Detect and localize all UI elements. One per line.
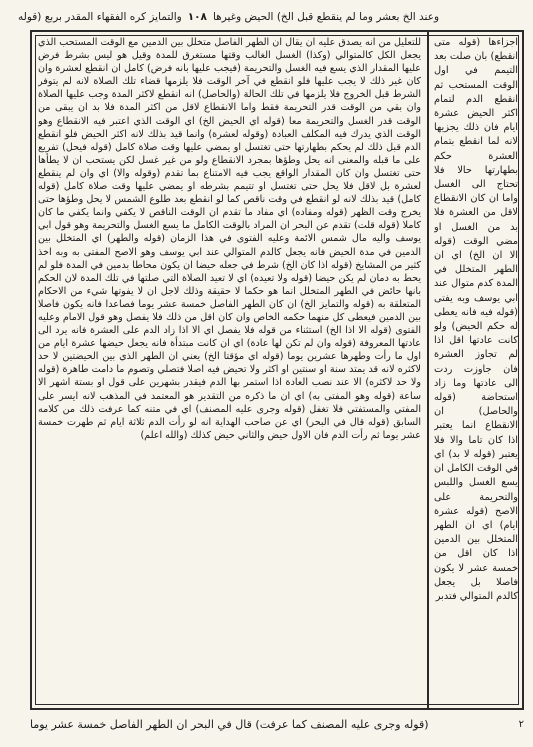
footer-mark: ٢ — [518, 719, 524, 730]
margin-commentary-column — [434, 36, 518, 704]
main-text-column — [38, 36, 421, 704]
main-text-body: للتعليل من انه يصدق عليه ان يقال ان الطهر الفاصل متخلل بين الدمين مع الوقت المستحب الذي يجعل الكل كالمتوالي (وكذا) الغسل الغالب وقتها مستغرق للمدة وقيل هو ليس بشرط فرض عليها المقدار الذي يسع فيه الغسل والتحريمة (فيجب عليها بانه فرض) كامل ان انقطع لعشرة وان كان غير ذلك لا يجب عليها فلو انقطع في آخر الوقت فلا يلزمها قضاء تلك الصلاة لانه لم يتوفر الشرط قبل الخروج فلا يلزمها في تلك الحالة (والحاصل) انه انقطع لاكثر المدة وجب عليها الصلاة وان بقي من الوقت قدر التحريمة فقط واما الانقطاع لاقل من اكثر المدة فلا بد ان يبقى من الوقت قدر الغسل والتحريمة معا (قوله اي الحيض الخ) اي الوقت الذي اعتبر فيه الانقطاع وهو الوقت الذي يدرك فيه المكلف العبادة (وقوله لعشرة) وانما قيد بذلك لانه اكثر الحيض فلو انقطع الدم قبل ذلك لم يحكم بطهارتها حتى تغتسل او يمضي عليها وقت صلاة كامل (قوله فيحل) تفريع على ما قبله والمعنى انه يحل وطؤها بمجرد الانقطاع ولو من غير غسل لكن يستحب ان لا يطأها حتى تغتسل وان كان المقدار الواقع يجب فيه الامتناع بما تقدم (وقوله والا) اي وان لم ينقطع لعشرة بل لاقل فلا يحل حتى تغتسل او تتيمم بشرطه او يمضي عليها وقت صلاة كامل (قوله كامل) قيد بذلك لانه لو انقطع في وقت ناقص كما لو انقطع بعد طلوع الشمس لا يحل وطؤها حتى يخرج وقت الظهر (قوله ومفاده) اي مفاد ما تقدم ان الوقت الناقص لا يكفي وانما يكفي ما كان كاملا (قوله قلت) تقدم عن البحر ان المراد بالوقت الكامل ما يسع الغسل والتحريمة وهو قول ابي يوسف واليه مال شمس الائمة وعليه الفتوى في هذا الزمان (قوله والطهر) اي المتخلل بين الدمين في مدة الحيض فانه يجعل كالدم المتوالي عند ابي يوسف وهو الاصح المفتى به وبه اخذ كثير من المشايخ (قوله اذا كان الخ) شرط في جعله حيضا ان يكون محاطا بدمين في المدة فلو لم يحط به دمان لم يكن حيضا (قوله ولا تعيده) اي لا تعيد الصلاة التي صلتها في تلك المدة لان الحكم بانها حائض في الطهر المتخلل انما هو حكما لا حقيقة وذلك لاجل ان لا يفوتها شيء من الاحكام المتعلقة به (قوله والتمايز الخ) ان كان الطهر الفاصل خمسة عشر يوما فصاعدا فانه يكون فاصلا بين الدمين فيعطى كل منهما حكمه الخاص وان كان اقل من ذلك فلا يفصل وهو قول الامام وعليه الفتوى (قوله الا اذا الخ) استثناء من قوله فلا يفصل اي الا اذا زاد الدم على العشرة فانه يرد الى عادتها المعروفة (قوله وان لم تكن لها عادة) اي ان كانت مبتدأة فانه يجعل حيضها عشرة ايام من اول ما رأت وطهرها عشرين يوما (قوله اي مؤقتا الخ) يعني ان الطهر الذي بين الحيضتين لا حد لاكثره لانه قد يمتد سنة او سنتين او اكثر ولا تحيض فيه اصلا فتصلي وتصوم ما دامت طاهرة (قوله ولا حد لاكثره) الا عند نصب العادة اذا استمر بها الدم فيقدر بشهرين على قول او بستة اشهر الا ساعة (قوله وهو المفتى به) اي ان ما ذكره من التقدير هو المعتمد في المذهب لانه ايسر على المفتي والمستفتي فلا تغفل (قوله وجرى عليه المصنف) اي في متنه كما عرفت ذلك من كلامه السابق (قوله قال في البحر) اي عن صاحب الهداية انه لو رأت الدم ثلاثة ايام ثم طهرت خمسة عشر يوما ثم رأت الدم فان الاول حيض والثاني حيض كذلك (والله اعلم) — [38, 37, 421, 441]
footer-catch-phrase: (قوله وجرى عليه المصنف كما عرفت) قال في البحر ان الطهر الفاصل خمسة عشر يوما — [30, 718, 429, 731]
header-right-text: والتمايز كره الفقهاء المقدر بربع (قوله — [18, 11, 182, 23]
page-number: ١٠٨ — [187, 11, 207, 23]
page-header — [18, 8, 523, 26]
header-left-text: وعند الخ بعشر وما لم ينقطع قبل الخ) الحيض وغيرها — [212, 11, 440, 23]
margin-commentary-body: اجزاءها (قوله متى انقطع) بان صلت بعد التيمم في اول الوقت المستحب ثم انقطع الدم لتمام اكثر الحيض عشرة ايام فان ذلك يجزيها لانه لما انقطع بتمام العشرة حكم بطهارتها حالا فلا تحتاج الى الغسل واما ان كان الانقطاع لاقل من العشرة فلا بد من الغسل او مضي الوقت (قوله الا ان الخ) اي ان الطهر المتخلل في المدة كدم متوال عند ابي يوسف وبه يفتى (قوله فيه فانه يعطى له حكم الحيض) ولو كانت عادتها اقل اذا لم تجاوز العشرة فان جاوزت ردت الى عادتها وما زاد استحاضة (قوله والحاصل) ان الانقطاع انما يعتبر اذا كان تاما والا فلا يعتبر (قوله لا بد) اي في الوقت الكامل ان يسع الغسل واللبس والتحريمة على الاصح (قوله عشرة ايام) اي ان الطهر المتخلل بين الدمين اذا كان اقل من خمسة عشر لا يكون فاصلا بل يجعل كالدم المتوالي فتدبر — [434, 37, 518, 602]
page-footer — [30, 716, 524, 734]
column-divider — [427, 30, 429, 710]
